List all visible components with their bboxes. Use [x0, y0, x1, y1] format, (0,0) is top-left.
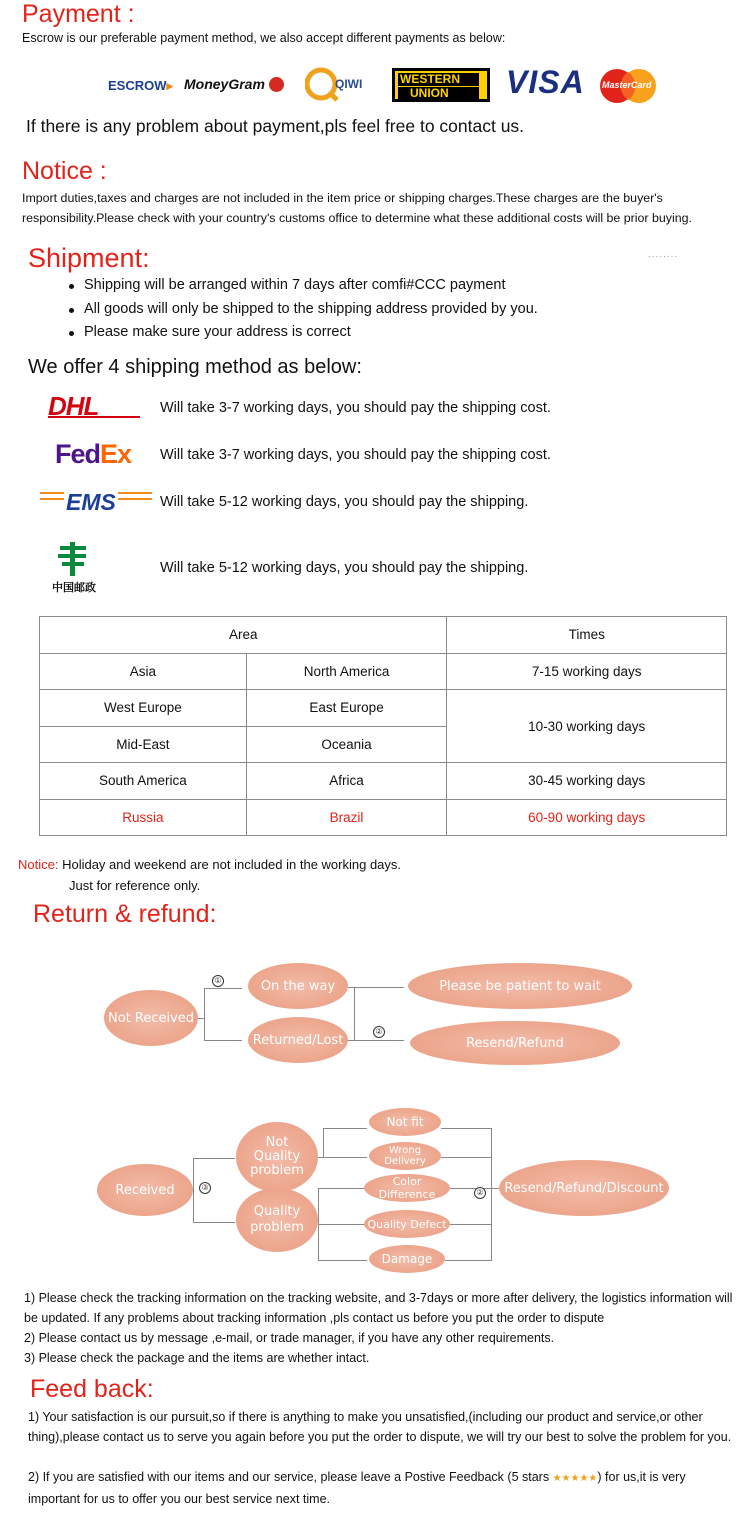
notice-text: Import duties,taxes and charges are not included in the item price or shipping charges.These charges are the buyer's responsibility.Please check with your country's customs office to determine what these additional costs will be prior buying.: [22, 191, 692, 225]
table-cell: Mid-East: [40, 726, 247, 763]
table-row: [40, 799, 727, 836]
on-the-way-node: On the way: [248, 963, 348, 1009]
step-1-badge: ①: [212, 975, 224, 987]
table-cell: South America: [40, 763, 247, 800]
received-node: Received: [97, 1164, 193, 1216]
list-item: Please make sure your address is correct: [66, 321, 538, 345]
payment-intro: Escrow is our preferable payment method, we also accept different payments as below:: [22, 31, 506, 45]
payment-heading: Payment :: [22, 0, 135, 28]
table-cell: 10-30 working days: [447, 690, 727, 763]
dhl-logo: DHL: [48, 392, 140, 422]
holiday-notice: Notice: Holiday and weekend are not included in the working days.: [18, 857, 402, 872]
color-difference-node: Color Difference: [364, 1174, 450, 1202]
western-union-logo: WESTERN UNION: [392, 68, 490, 102]
table-cell: Brazil: [246, 799, 447, 836]
quality-defect-node: Quality Defect: [364, 1210, 450, 1238]
fedex-logo: FedEx: [55, 439, 132, 469]
table-cell: Russia: [40, 799, 247, 836]
not-quality-node: Not Quality problem: [236, 1122, 318, 1192]
feedback-p2: 2) If you are satisfied with our items and our service, please leave a Postive Feedback (5 stars ★★★★★) for us,it is very important for us to offer you our best service next time.: [28, 1470, 686, 1506]
shipping-method-text: Will take 3-7 working days, you should pay the shipping cost.: [160, 447, 551, 463]
table-cell: Asia: [40, 653, 247, 690]
table-cell: 30-45 working days: [447, 763, 727, 800]
table-cell: East Europe: [246, 690, 447, 727]
payment-contact: If there is any problem about payment,pls feel free to contact us.: [26, 116, 525, 136]
returned-lost-node: Returned/Lost: [248, 1017, 348, 1063]
mastercard-logo: MasterCard: [599, 68, 657, 104]
table-cell: Oceania: [246, 726, 447, 763]
shipping-offer-title: We offer 4 shipping method as below:: [28, 356, 362, 378]
china-post-icon: [56, 542, 92, 576]
payment-logos: [0, 60, 750, 110]
table-row: [40, 690, 727, 727]
table-row: [40, 763, 727, 800]
shipment-list: [66, 274, 538, 345]
feedback-p1: 1) Your satisfaction is our pursuit,so if there is anything to make you unsatisfied,(including our product and service,or other thing),please contact us to serve you again before you put the order to dispute, we will try our best to solve the problem for you.: [28, 1410, 732, 1444]
visa-logo: VISA: [506, 64, 585, 100]
china-post-logo: 中国邮政: [44, 542, 104, 596]
not-received-node: Not Received: [104, 990, 198, 1046]
wrong-delivery-node: Wrong Delivery: [369, 1142, 441, 1170]
resend-refund-node: Resend/Refund: [410, 1021, 620, 1065]
table-cell: North America: [246, 653, 447, 690]
step-2-badge: ②: [373, 1026, 385, 1038]
feedback-heading: Feed back:: [30, 1375, 154, 1403]
refund-note-3: 3) Please check the package and the items are whether intact.: [24, 1351, 370, 1365]
table-cell: 60-90 working days: [447, 799, 727, 836]
shipping-method-text: Will take 5-12 working days, you should pay the shipping.: [160, 560, 529, 576]
notice-heading: Notice :: [22, 157, 107, 185]
header-times: Times: [447, 617, 727, 654]
refund-note-1: 1) Please check the tracking information on the tracking website, and 3-7days or more after delivery, the logistics information will be updated. If any problems about tracking information ,pls contact us before you put the order to dispute: [24, 1291, 733, 1325]
damage-node: Damage: [369, 1245, 445, 1273]
qiwi-logo: QIWI: [305, 66, 373, 102]
list-item: All goods will only be shipped to the shipping address provided by you.: [66, 298, 538, 322]
list-item: Shipping will be arranged within 7 days after comfi#CCC payment: [66, 274, 538, 298]
table-cell: Africa: [246, 763, 447, 800]
resend-refund-discount-node: Resend/Refund/Discount: [499, 1160, 669, 1216]
shipping-method-text: Will take 3-7 working days, you should pay the shipping cost.: [160, 400, 551, 416]
holiday-notice-2: Just for reference only.: [69, 878, 201, 893]
refund-heading: Return & refund:: [33, 900, 217, 928]
dots-decoration: ........: [648, 249, 679, 260]
header-area: Area: [40, 617, 447, 654]
table-header-row: [40, 617, 727, 654]
quality-problem-node: Quality problem: [236, 1188, 318, 1252]
step-3-badge: ③: [199, 1182, 211, 1194]
star-rating-icon: ★★★★★: [552, 1473, 598, 1484]
refund-note-2: 2) Please contact us by message ,e-mail, or trade manager, if you have any other requirements.: [24, 1331, 555, 1345]
shipping-method-text: Will take 5-12 working days, you should pay the shipping.: [160, 494, 529, 510]
table-cell: 7-15 working days: [447, 653, 727, 690]
table-row: [40, 653, 727, 690]
shipment-heading: Shipment:: [28, 243, 150, 273]
escrow-logo: ESCROW▸: [108, 78, 174, 93]
patient-wait-node: Please be patient to wait: [408, 963, 632, 1009]
table-cell: West Europe: [40, 690, 247, 727]
moneygram-logo: MoneyGram: [184, 76, 284, 92]
shipping-times-table: [39, 616, 727, 836]
step-2b-badge: ②: [474, 1187, 486, 1199]
ems-logo: EMS: [40, 488, 152, 518]
not-fit-node: Not fit: [369, 1108, 441, 1136]
